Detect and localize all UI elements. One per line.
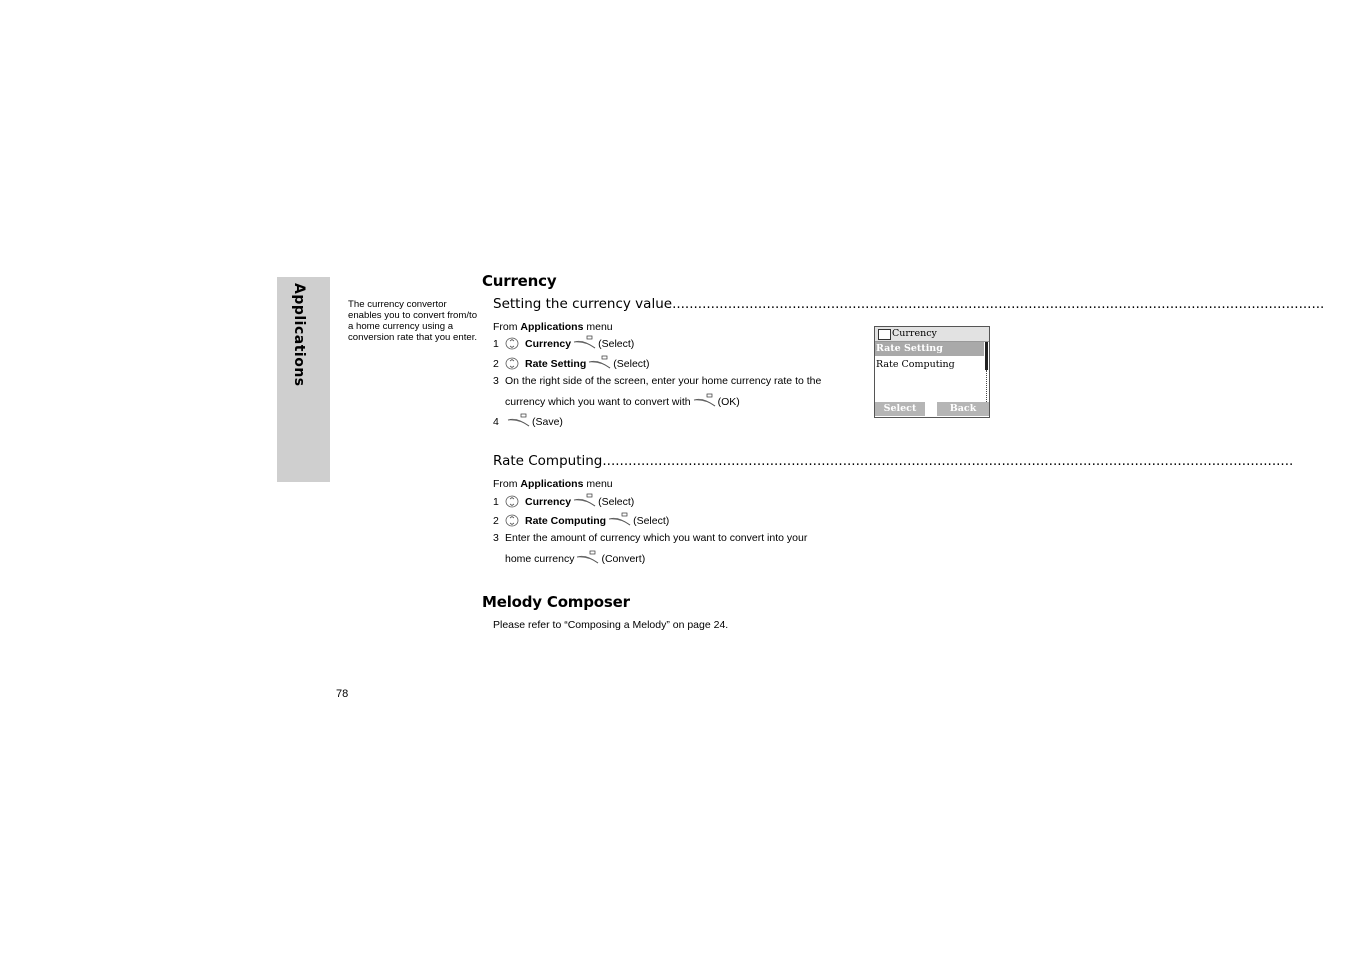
step-action: (Select) (598, 338, 635, 350)
from-suffix: menu (583, 321, 613, 333)
currency-app-icon (878, 329, 891, 340)
from-prefix: From (493, 321, 521, 333)
step-label: Currency (525, 496, 572, 508)
step-number: 1 (493, 338, 499, 350)
phone-title-bar (875, 327, 989, 342)
soft-key-icon (608, 513, 632, 526)
step-action: (Select) (633, 515, 670, 527)
currency-heading: Currency (482, 272, 557, 290)
setting-step-1 (493, 336, 634, 350)
nav-key-icon (505, 337, 519, 350)
step-action: (OK) (717, 396, 740, 408)
setting-step-3 (493, 375, 821, 387)
step-action: (Save) (532, 416, 563, 428)
step-text: home currency (505, 553, 575, 565)
nav-key-icon (505, 514, 519, 527)
step-text: currency which you want to convert with (505, 396, 691, 408)
soft-key-icon (573, 336, 597, 349)
setting-heading-text: Setting the currency value (493, 296, 673, 312)
phone-title: Currency (892, 328, 937, 339)
melody-text: Please refer to “Composing a Melody” on page 24. (493, 619, 729, 631)
step-text: Enter the amount of currency which you want to convert into your (505, 532, 808, 544)
phone-back-softkey[interactable]: Back (937, 402, 989, 416)
step-action: (Select) (613, 358, 650, 370)
side-note: The currency convertor enables you to convert from/to a home currency using a conversion rate that you enter. (348, 299, 478, 343)
step-number: 4 (493, 416, 499, 428)
nav-key-icon (505, 495, 519, 508)
computing-step-1 (493, 494, 634, 508)
phone-menu-item[interactable] (875, 358, 984, 372)
step-action: (Convert) (601, 553, 646, 565)
nav-key-icon (505, 357, 519, 370)
from-menu: Applications (520, 321, 584, 333)
phone-menu-item-label: Rate Computing (876, 359, 955, 370)
computing-heading: Rate Computing................................................................................................................................................................. (493, 453, 1294, 469)
from-menu: Applications (520, 478, 584, 490)
step-number: 3 (493, 375, 499, 387)
soft-key-icon (693, 394, 717, 407)
from-suffix: menu (583, 478, 613, 490)
computing-from-line (493, 478, 613, 490)
soft-key-icon (576, 551, 600, 564)
setting-step-4 (493, 414, 563, 428)
computing-step-3-cont (505, 551, 645, 565)
setting-step-3-cont (505, 394, 740, 408)
computing-heading-text: Rate Computing (493, 453, 603, 469)
soft-key-icon (573, 494, 597, 507)
step-number: 1 (493, 496, 499, 508)
step-action: (Select) (598, 496, 635, 508)
setting-from-line (493, 321, 613, 333)
step-number: 2 (493, 515, 499, 527)
phone-select-softkey[interactable]: Select (875, 402, 925, 416)
step-text: On the right side of the screen, enter your home currency rate to the (505, 375, 822, 387)
computing-step-2 (493, 513, 669, 527)
from-prefix: From (493, 478, 521, 490)
phone-menu-item-selected[interactable] (875, 342, 984, 356)
page-number: 78 (336, 688, 349, 700)
phone-menu-item-label: Rate Setting (876, 343, 943, 354)
side-tab (277, 277, 330, 482)
side-tab-label: Applications (291, 283, 307, 387)
soft-key-icon (507, 414, 531, 427)
step-label: Currency (525, 338, 572, 350)
phone-screen (874, 326, 990, 418)
melody-heading: Melody Composer (482, 593, 630, 611)
step-label: Rate Computing (525, 515, 607, 527)
setting-step-2 (493, 356, 649, 370)
phone-scroll-track (986, 370, 988, 402)
step-number: 2 (493, 358, 499, 370)
soft-key-icon (588, 356, 612, 369)
step-label: Rate Setting (525, 358, 587, 370)
setting-heading: Setting the currency value........................................................................................................................................................ (493, 296, 1325, 312)
step-number: 3 (493, 532, 499, 544)
phone-scrollbar (985, 342, 988, 370)
computing-step-3 (493, 532, 807, 544)
